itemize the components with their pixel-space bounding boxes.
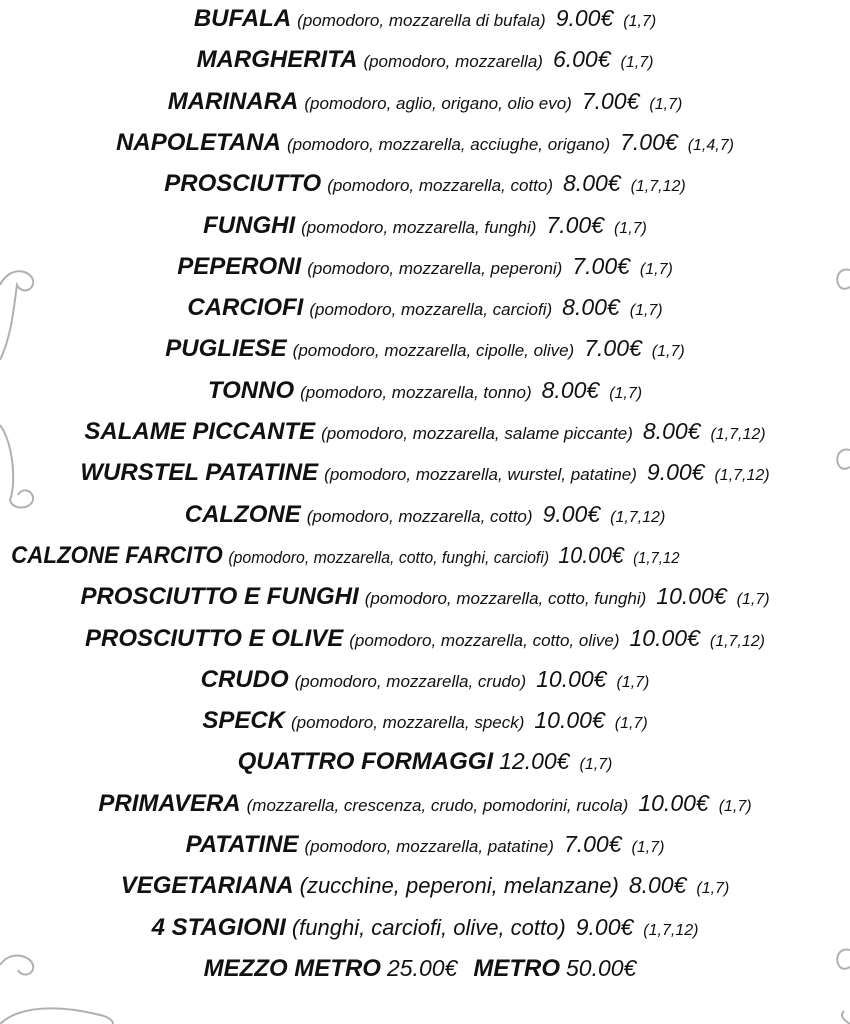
menu-item [0, 501, 850, 542]
menu-item [0, 583, 850, 624]
item-ingredients: (funghi, carciofi, olive, cotto) [291, 914, 566, 940]
item-name: MARINARA [167, 87, 299, 115]
menu-item [0, 542, 850, 583]
item-allergens: (1,7) [613, 219, 647, 237]
menu-item [0, 790, 850, 831]
item-name: SPECK [202, 707, 286, 735]
item-allergens: (1,4,7) [687, 136, 734, 154]
item-price: 7.00€ [563, 831, 622, 857]
item-name: FUNGHI [203, 211, 296, 239]
menu-item [0, 831, 850, 872]
item-price: 9.00€ [555, 5, 614, 31]
item-name: TONNO [207, 376, 295, 404]
item-name: WURSTEL PATATINE [80, 459, 319, 487]
item-price: 6.00€ [552, 46, 611, 73]
item-name: NAPOLETANA [116, 128, 281, 156]
item-allergens: (1,7) [649, 95, 683, 113]
item-ingredients: (pomodoro, mozzarella, speck) [291, 713, 525, 733]
item-price: 10.00€ [629, 624, 700, 651]
item-ingredients: (pomodoro, mozzarella, cotto, olive) [349, 630, 620, 650]
menu-item-metro [0, 955, 850, 996]
item-price: 8.00€ [628, 872, 687, 899]
item-name: 4 STAGIONI [151, 913, 286, 941]
item-ingredients: (pomodoro, mozzarella, patatine) [304, 837, 554, 856]
menu-item [0, 748, 850, 789]
item-ingredients: (zucchine, peperoni, melanzane) [299, 873, 619, 899]
item-price: 8.00€ [562, 294, 620, 321]
menu-item [0, 294, 850, 335]
item-name: PROSCIUTTO E OLIVE [85, 624, 344, 652]
item-allergens: (1,7) [651, 343, 685, 361]
menu-item [0, 88, 850, 129]
item-name: PROSCIUTTO [164, 170, 322, 198]
menu-item [0, 625, 850, 666]
item-ingredients: (pomodoro, mozzarella, cotto, funghi) [364, 589, 647, 609]
item-ingredients: (pomodoro, mozzarella, carciofi) [309, 300, 553, 320]
item-price: 9.00€ [575, 913, 634, 940]
menu-item [0, 459, 850, 500]
item-allergens: (1,7,12) [710, 426, 766, 443]
item-allergens: (1,7) [631, 839, 665, 856]
menu-item [0, 707, 850, 748]
menu-item [0, 46, 850, 87]
item-allergens: (1,7) [639, 260, 673, 278]
item-name: PEPERONI [177, 252, 302, 280]
menu-item [0, 170, 850, 211]
item-allergens: (1,7) [718, 797, 752, 815]
item-name: PRIMAVERA [98, 789, 241, 817]
item-allergens: (1,7,12) [643, 921, 699, 939]
item-name: PATATINE [185, 831, 299, 858]
item-allergens: (1,7) [629, 302, 663, 320]
item-price: 7.00€ [581, 87, 640, 114]
item-ingredients: (pomodoro, mozzarella, cipolle, olive) [292, 341, 575, 361]
item-allergens: (1,7) [614, 715, 648, 733]
item-name: QUATTRO FORMAGGI [237, 748, 494, 776]
item-price: 10.00€ [536, 665, 607, 692]
item-ingredients: (pomodoro, mozzarella, wurstel, patatine) [324, 465, 637, 485]
item-price: 12.00€ [499, 748, 570, 775]
item-allergens: (1,7) [616, 673, 650, 691]
item-price: 8.00€ [563, 170, 621, 197]
item-price: 10.00€ [534, 707, 605, 734]
menu-item [0, 418, 850, 459]
item-ingredients: (pomodoro, mozzarella, salame piccante) [321, 424, 633, 443]
item-price: 10.00€ [638, 789, 709, 816]
item-ingredients: (pomodoro, mozzarella, acciughe, origano) [286, 134, 611, 154]
item-allergens: (1,7,12) [714, 467, 770, 485]
item-price: 8.00€ [642, 418, 701, 444]
item-ingredients: (pomodoro, mozzarella, tonno) [300, 382, 532, 402]
item-name: CALZONE [184, 500, 301, 528]
item-ingredients: (pomodoro, mozzarella, cotto) [327, 176, 554, 196]
item-price: 7.00€ [584, 335, 642, 362]
item-ingredients: (pomodoro, aglio, origano, olio evo) [304, 93, 572, 113]
item-price: 9.00€ [646, 459, 705, 486]
menu-item [0, 666, 850, 707]
item-allergens: (1,7) [623, 13, 657, 30]
item-name: PROSCIUTTO E FUNGHI [80, 583, 359, 611]
item-price: 25.00€ [386, 955, 458, 981]
item-price: 10.00€ [656, 583, 727, 610]
item-price: 9.00€ [542, 500, 601, 527]
menu-item [0, 335, 850, 376]
item-name: CRUDO [200, 665, 289, 693]
menu-item [0, 253, 850, 294]
item-price: 7.00€ [620, 128, 678, 155]
item-price: 8.00€ [541, 376, 600, 403]
item-allergens: (1,7) [579, 756, 613, 774]
item-name: SALAME PICCANTE [84, 418, 316, 445]
item-ingredients: (mozzarella, crescenza, crudo, pomodorini, rucola) [246, 795, 629, 815]
item-allergens: (1,7,12 [633, 549, 680, 567]
item-ingredients: (pomodoro, mozzarella, crudo) [294, 671, 527, 691]
item-name: BUFALA [193, 5, 292, 32]
item-name: CARCIOFI [187, 294, 304, 322]
item-allergens: (1,7) [609, 384, 643, 402]
item-ingredients: (pomodoro, mozzarella, funghi) [301, 217, 537, 237]
item-allergens: (1,7,12) [709, 632, 765, 650]
item-name: PUGLIESE [165, 335, 287, 363]
item-name: VEGETARIANA [120, 872, 294, 900]
menu-item [0, 129, 850, 170]
item-ingredients: (pomodoro, mozzarella di bufala) [297, 11, 546, 30]
item-allergens: (1,7) [696, 880, 730, 898]
item-ingredients: (pomodoro, mozzarella, peperoni) [307, 258, 563, 278]
item-name: CALZONE FARCITO [11, 541, 223, 569]
item-price: 10.00€ [558, 541, 624, 568]
menu-item [0, 377, 850, 418]
item-allergens: (1,7,12) [610, 508, 666, 526]
item-name: MARGHERITA [196, 46, 358, 74]
menu-item [0, 5, 850, 46]
item-ingredients: (pomodoro, mozzarella, cotto, funghi, carciofi) [228, 547, 550, 567]
item-allergens: (1,7,12) [630, 178, 686, 196]
item-name: MEZZO METRO [203, 955, 381, 982]
item-price: 50.00€ [566, 955, 637, 981]
item-allergens: (1,7) [620, 54, 654, 72]
item-price: 7.00€ [572, 252, 630, 279]
item-price: 7.00€ [546, 211, 604, 238]
menu-item [0, 914, 850, 955]
menu-item [0, 872, 850, 913]
item-ingredients: (pomodoro, mozzarella) [363, 52, 543, 72]
item-allergens: (1,7) [736, 591, 770, 609]
item-ingredients: (pomodoro, mozzarella, cotto) [306, 506, 533, 526]
menu-item [0, 212, 850, 253]
item-name: METRO [473, 955, 560, 982]
